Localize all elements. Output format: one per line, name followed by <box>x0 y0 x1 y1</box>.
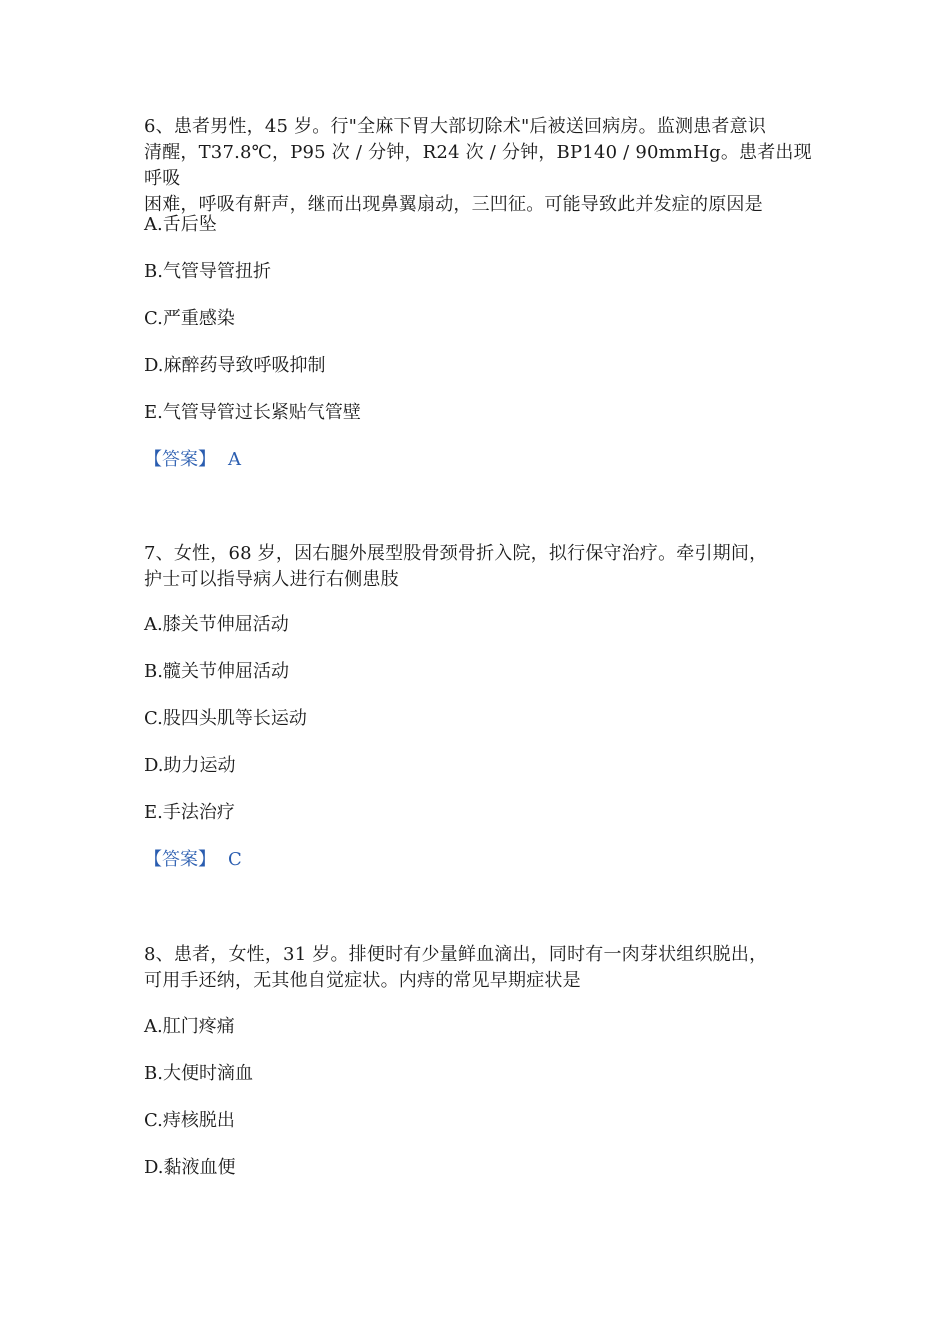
question-stem-line: 清醒，T37.8℃，P95 次 / 分钟，R24 次 / 分钟，BP140 / 90mmHg。患者出现呼吸 <box>144 142 812 189</box>
option-c: C.股四头肌等长运动 <box>144 708 307 729</box>
option-c: C.痔核脱出 <box>144 1110 235 1131</box>
question-7 <box>144 541 824 870</box>
question-6 <box>144 114 824 470</box>
answer-label: 【答案】 <box>144 449 216 470</box>
answer-line <box>144 447 241 473</box>
option-e: E.手法治疗 <box>144 802 235 823</box>
option-d: D.黏液血便 <box>144 1157 236 1178</box>
question-8 <box>144 942 824 1178</box>
option-c: C.严重感染 <box>144 308 235 329</box>
question-stem-line: 8、患者，女性，31 岁。排便时有少量鲜血滴出，同时有一肉芽状组织脱出， <box>144 944 768 965</box>
question-stem-line: 7、女性，68 岁，因右腿外展型股骨颈骨折入院，拟行保守治疗。牵引期间， <box>144 543 768 564</box>
option-a: A.肛门疼痛 <box>144 1016 235 1037</box>
option-d: D.麻醉药导致呼吸抑制 <box>144 355 326 376</box>
question-stem-line: 困难，呼吸有鼾声，继而出现鼻翼扇动，三凹征。可能导致此并发症的原因是 <box>144 194 763 215</box>
option-e: E.气管导管过长紧贴气管壁 <box>144 402 361 423</box>
answer-line <box>144 847 242 873</box>
question-stem-line: 护士可以指导病人进行右侧患肢 <box>144 569 399 590</box>
question-stem-line: 可用手还纳，无其他自觉症状。内痔的常见早期症状是 <box>144 970 581 991</box>
option-d: D.助力运动 <box>144 755 236 776</box>
answer-value: A <box>228 449 241 470</box>
option-a: A.膝关节伸屈活动 <box>144 614 289 635</box>
question-stem-line: 6、患者男性，45 岁。行"全麻下胃大部切除术"后被送回病房。监测患者意识 <box>144 116 767 137</box>
answer-value: C <box>228 849 242 870</box>
option-b: B.大便时滴血 <box>144 1063 253 1084</box>
option-b: B.髋关节伸屈活动 <box>144 661 289 682</box>
option-b: B.气管导管扭折 <box>144 261 271 282</box>
answer-label: 【答案】 <box>144 849 216 870</box>
option-a: A.舌后坠 <box>144 214 217 235</box>
